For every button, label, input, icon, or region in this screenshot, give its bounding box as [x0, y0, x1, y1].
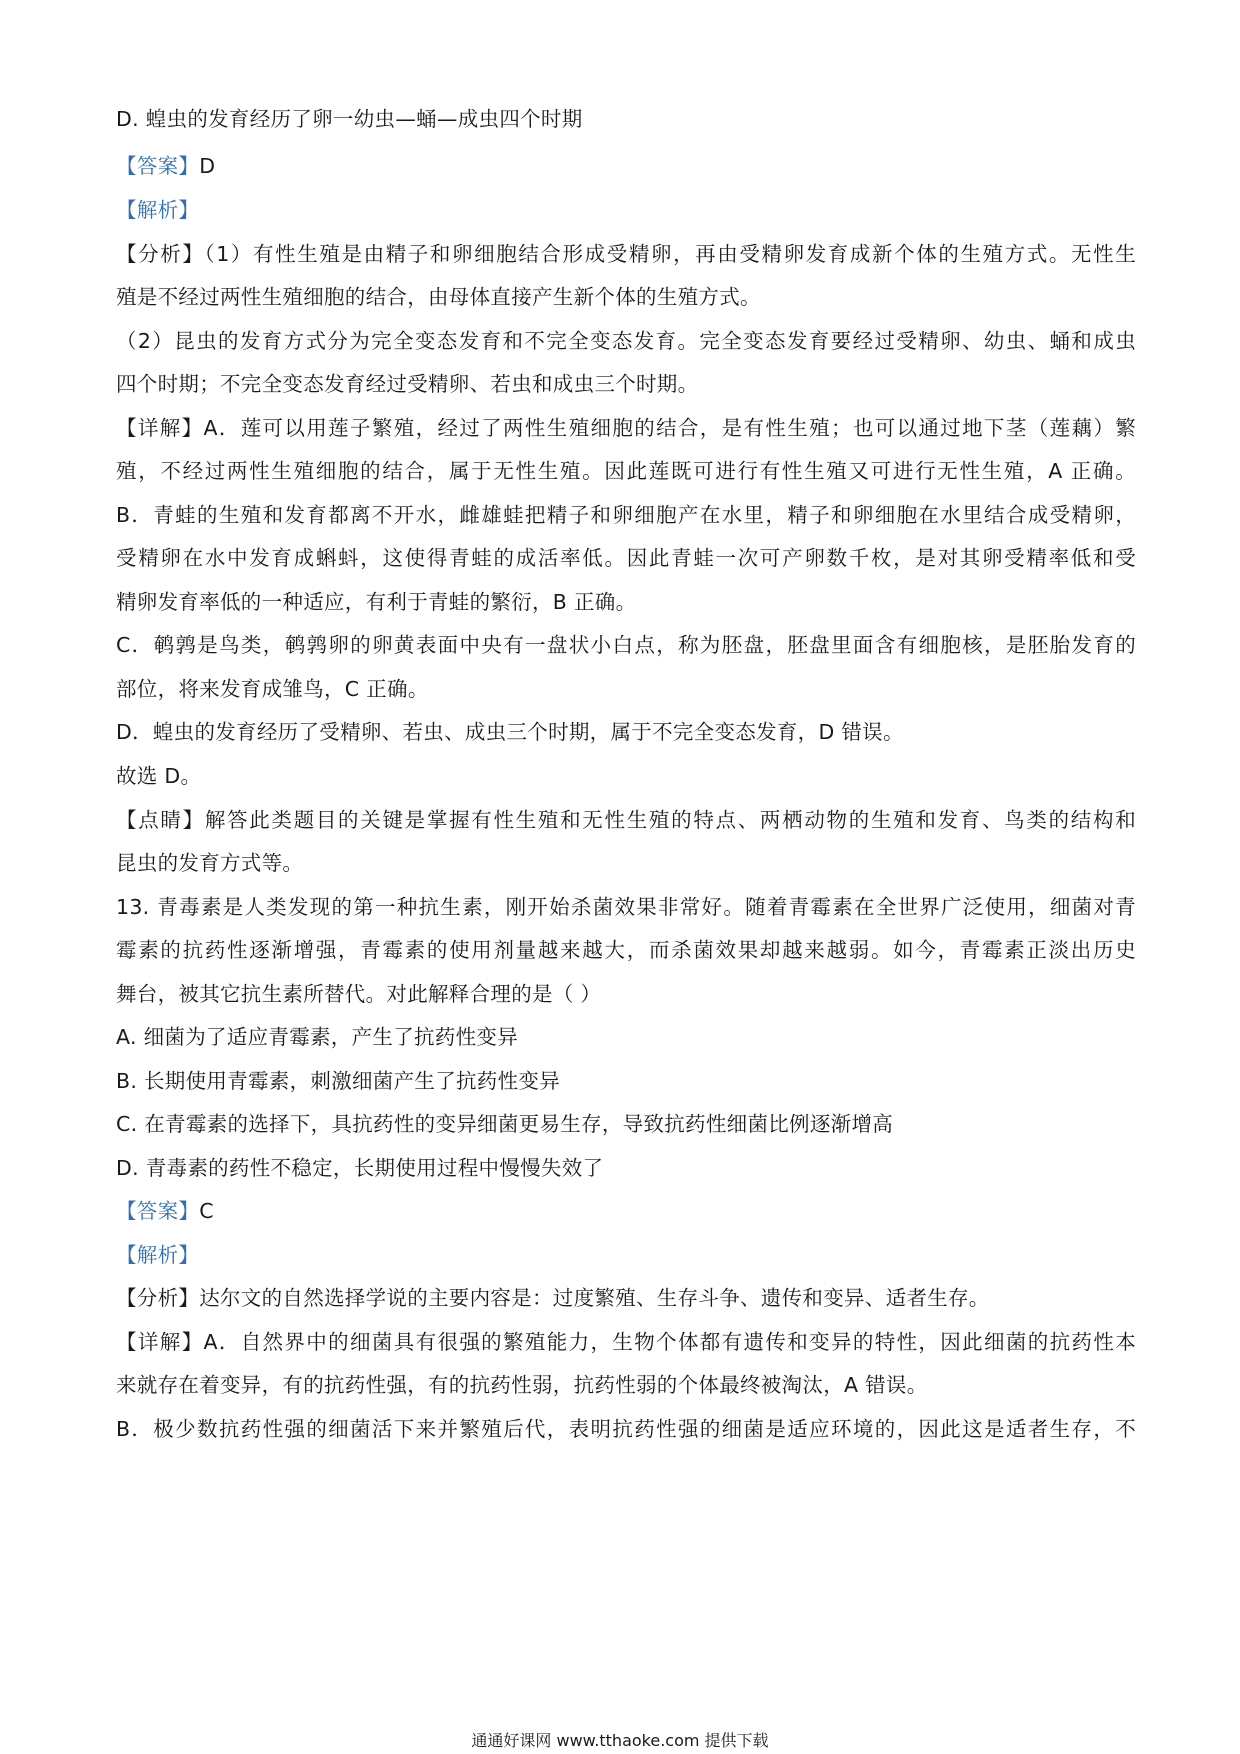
analysis-heading-q13: [116, 1241, 1136, 1269]
paragraph-line: [116, 414, 1136, 442]
option-c-q13: [116, 1110, 1136, 1138]
option-d-q13: [116, 1154, 1136, 1182]
answer-label: 【答案】: [116, 154, 200, 178]
line-text: D. 青毒素的药性不稳定，长期使用过程中慢慢失效了: [116, 1156, 604, 1180]
line-text: 【详解】A．自然界中的细菌具有很强的繁殖能力，生物个体都有遗传和变异的特性，因此细菌的抗药性本: [116, 1330, 1136, 1354]
paragraph-line: [116, 718, 1136, 746]
line-text: 精卵发育率低的一种适应，有利于青蛙的繁衍，B 正确。: [116, 590, 637, 614]
line-text: B. 长期使用青霉素，刺激细菌产生了抗药性变异: [116, 1069, 560, 1093]
line-text: 受精卵在水中发育成蝌蚪，这使得青蛙的成活率低。因此青蛙一次可产卵数千枚，是对其卵受精率低和受: [116, 546, 1136, 570]
paragraph-line: [116, 849, 1136, 877]
line-text: 昆虫的发育方式等。: [116, 851, 304, 875]
line-text: C. 在青霉素的选择下，具抗药性的变异细菌更易生存，导致抗药性细菌比例逐渐增高: [116, 1112, 894, 1136]
paragraph-line: [116, 283, 1136, 311]
line-text: 部位，将来发育成雏鸟，C 正确。: [116, 677, 429, 701]
paragraph-line: [116, 1328, 1136, 1356]
paragraph-line: [116, 370, 1136, 398]
line-text: 【详解】A．莲可以用莲子繁殖，经过了两性生殖细胞的结合，是有性生殖；也可以通过地下茎（莲藕）繁: [116, 416, 1136, 440]
paragraph-line: [116, 1371, 1136, 1399]
answer-line-q12: [116, 152, 1136, 180]
paragraph-line: [116, 501, 1136, 529]
paragraph-line: [116, 240, 1136, 268]
question-13-stem: [116, 980, 1136, 1008]
question-13-stem: [116, 893, 1136, 921]
line-text: 霉素的抗药性逐渐增强，青霉素的使用剂量越来越大，而杀菌效果却越来越弱。如今，青霉素正淡出历史: [116, 938, 1136, 962]
line-text: 【分析】达尔文的自然选择学说的主要内容是：过度繁殖、生存斗争、遗传和变异、适者生存。: [116, 1286, 990, 1310]
line-text: 四个时期；不完全变态发育经过受精卵、若虫和成虫三个时期。: [116, 372, 699, 396]
footer-text: 通通好课网 www.tthaoke.com 提供下载: [471, 1731, 769, 1750]
option-b-q13: [116, 1067, 1136, 1095]
paragraph-line: [116, 1284, 1136, 1312]
option-d-line-q12: [116, 105, 1136, 133]
line-text: 13. 青毒素是人类发现的第一种抗生素，刚开始杀菌效果非常好。随着青霉素在全世界广泛使用，细菌对青: [116, 895, 1136, 919]
answer-label: 【答案】: [116, 1199, 200, 1223]
line-text: （2）昆虫的发育方式分为完全变态发育和不完全变态发育。完全变态发育要经过受精卵、幼虫、蛹和成虫: [116, 329, 1136, 353]
analysis-label: 【解析】: [116, 1243, 200, 1267]
line-text: A. 细菌为了适应青霉素，产生了抗药性变异: [116, 1025, 518, 1049]
line-text: B．青蛙的生殖和发育都离不开水，雌雄蛙把精子和卵细胞产在水里，精子和卵细胞在水里结合成受精卵，: [116, 503, 1136, 527]
line-text: 【分析】（1）有性生殖是由精子和卵细胞结合形成受精卵，再由受精卵发育成新个体的生殖方式。无性生: [116, 242, 1136, 266]
paragraph-line: [116, 762, 1136, 790]
option-a-q13: [116, 1023, 1136, 1051]
line-text: D．蝗虫的发育经历了受精卵、若虫、成虫三个时期，属于不完全变态发育，D 错误。: [116, 720, 904, 744]
paragraph-line: [116, 1415, 1136, 1443]
line-text: 殖，不经过两性生殖细胞的结合，属于无性生殖。因此莲既可进行有性生殖又可进行无性生殖，A 正确。: [116, 459, 1136, 483]
analysis-label: 【解析】: [116, 198, 200, 222]
question-13-stem: [116, 936, 1136, 964]
paragraph-line: [116, 675, 1136, 703]
line-text: C．鹌鹑是鸟类，鹌鹑卵的卵黄表面中央有一盘状小白点，称为胚盘，胚盘里面含有细胞核，是胚胎发育的: [116, 633, 1136, 657]
line-text: 【点睛】解答此类题目的关键是掌握有性生殖和无性生殖的特点、两栖动物的生殖和发育、鸟类的结构和: [116, 808, 1136, 832]
answer-value: D: [199, 154, 216, 178]
answer-value: C: [199, 1199, 214, 1223]
paragraph-line: [116, 631, 1136, 659]
paragraph-line: [116, 806, 1136, 834]
line-text: D. 蝗虫的发育经历了卵一幼虫—蛹—成虫四个时期: [116, 107, 583, 131]
paragraph-line: [116, 544, 1136, 572]
page-footer: [0, 1731, 1240, 1751]
answer-line-q13: [116, 1197, 1136, 1225]
line-text: 殖是不经过两性生殖细胞的结合，由母体直接产生新个体的生殖方式。: [116, 285, 761, 309]
line-text: 来就存在着变异，有的抗药性强，有的抗药性弱，抗药性弱的个体最终被淘汰，A 错误。: [116, 1373, 928, 1397]
line-text: 舞台，被其它抗生素所替代。对此解释合理的是（ ）: [116, 982, 602, 1006]
line-text: B．极少数抗药性强的细菌活下来并繁殖后代，表明抗药性强的细菌是适应环境的，因此这是适者生存，不: [116, 1417, 1136, 1441]
paragraph-line: [116, 457, 1136, 485]
analysis-heading-q12: [116, 196, 1136, 224]
line-text: 故选 D。: [116, 764, 202, 788]
paragraph-line: [116, 588, 1136, 616]
paragraph-line: [116, 327, 1136, 355]
